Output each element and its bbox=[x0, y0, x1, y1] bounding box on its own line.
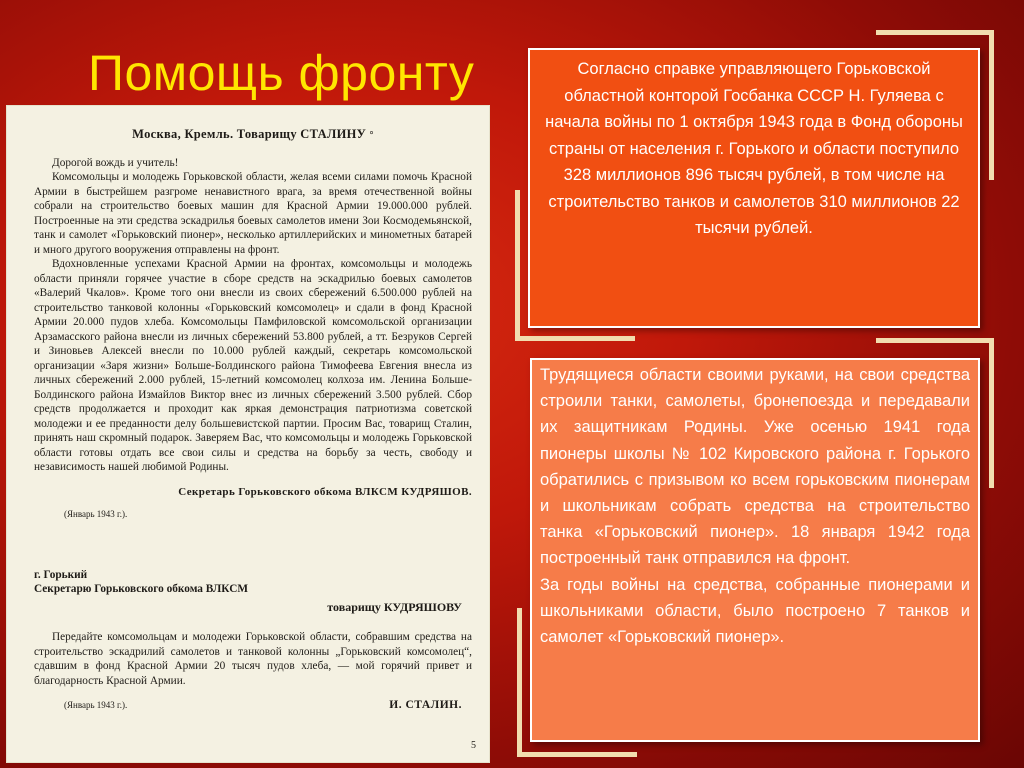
slide-title: Помощь фронту bbox=[88, 45, 475, 101]
letter-greeting: Дорогой вождь и учитель! bbox=[52, 156, 179, 169]
frame-line bbox=[989, 30, 994, 180]
letter-date: (Январь 1943 г.). bbox=[64, 509, 128, 519]
workers-contribution-paragraph-2: За годы войны на средства, собранные пионерами и школьниками области, было построено 7 танков и самолет «Горьковский пионер». bbox=[540, 575, 970, 647]
frame-line bbox=[515, 190, 520, 340]
reply-signature: И. СТАЛИН. bbox=[389, 699, 462, 711]
letter-paragraph-1: Комсомольцы и молодежь Горьковской области, желая всеми силами помочь Красной Армии в быстрейшем разгроме ненавистного врага, за время отечественной войны собрали на строительство боевых машин для Красной Армии 19.000.000 рублей. Построенные на эти средства эскадрилья боевых самолетов имени Зои Космодемьянской, танк и самолет «Горьковский пионер», несколько артиллерийских и минометных батарей и много другого вооружения отправлены на фронт. bbox=[34, 171, 472, 256]
frame-line bbox=[515, 336, 635, 341]
reply-recipient-city: г. Горький bbox=[34, 568, 88, 581]
workers-contribution-box bbox=[530, 358, 980, 742]
reply-footer bbox=[34, 698, 472, 713]
frame-line bbox=[989, 338, 994, 488]
workers-contribution-paragraph-1: Трудящиеся области своими руками, на свои средства строили танки, самолеты, бронепоезда и передавали их защитникам Родины. Уже осенью 1941 года пионеры школы № 102 Кировского района г. Горького обратились с призывом ко всем горьковским пионерам и школьникам собрать средства на строительство танка «Горьковский пионер». 18 января 1942 года построенный танк отправился на фронт. bbox=[540, 366, 970, 568]
frame-line bbox=[517, 608, 522, 756]
reply-date: (Январь 1943 г.). bbox=[64, 700, 128, 710]
letter-address-text: Москва, Кремль. Товарищу СТАЛИНУ bbox=[132, 127, 367, 141]
letter-signature: Секретарь Горьковского обкома ВЛКСМ КУДРЯШОВ. bbox=[178, 485, 472, 498]
frame-line bbox=[876, 338, 994, 343]
reply-text: Передайте комсомольцам и молодежи Горьковской области, собравшим средства на строительство эскадрилий самолетов и танковой колонны „Горьковский комсомолец“, сдавшим в фонд Красной Армии 20 тысяч пудов хлеба, — мой горячий привет и благодарность Красной Армии. bbox=[34, 631, 472, 687]
letter-paragraph-2: Вдохновленные успехами Красной Армии на фронтах, комсомольцы и молодежь области приняли горячее участие в сборе средств на эскадрилью боевых самолетов «Валерий Чкалов». Кроме того они внесли из своих сбережений 6.500.000 рублей на строительство танковой колонны «Горьковский комсомолец» и сдали в фонд Красной Армии 20.000 пудов хлеба. Комсомольцы Памфиловской комсомольской организации Арзамасского района внесли из личных сбережений 53.800 рублей, а тт. Безруков Сергей и Зиновьев Алексей внесли по 10.000 рублей каждый, секретарь комсомольской организации «Заря жизни» Больше-Болдинского района Тимофеева Евгения внесла из личных сбережений 2.000 рублей, 15-летний комсомолец колхоза им. Ленина Больше-Болдинского района Измайлов Виктор внес из личных сбережений 3.500 рублей. Сбор средств продолжается и проходит как яркая демонстрация патриотизма советской молодежи и ее преданности делу большевистской партии. Просим Вас, товарищ Сталин, принять наш скромный подарок. Заверяем Вас, что комсомольцы и молодежь Горьковской области готовы отдать все свои силы и средства на борьбу за честь, свободу и независимость нашей любимой Родины. bbox=[34, 258, 472, 473]
frame-line bbox=[876, 30, 994, 35]
bank-report-box bbox=[528, 48, 980, 328]
page-number: 5 bbox=[471, 739, 476, 751]
bank-report-text: Согласно справке управляющего Горьковской областной конторой Госбанка СССР Н. Гуляева с начала войны по 1 октября 1943 года в Фонд обороны страны от населения г. Горького и области поступило 328 миллионов 896 тысяч рублей, в том числе на строительство танков и самолетов 310 миллионов 22 тысячи рублей. bbox=[545, 60, 963, 237]
letter-address bbox=[34, 127, 472, 144]
reply-recipient-name: товарищу КУДРЯШОВУ bbox=[327, 599, 462, 614]
letter-mark: ° bbox=[369, 130, 374, 141]
scanned-letter bbox=[6, 105, 490, 763]
reply-recipient-title: Секретарю Горьковского обкома ВЛКСМ bbox=[34, 583, 249, 595]
frame-line bbox=[517, 752, 637, 757]
